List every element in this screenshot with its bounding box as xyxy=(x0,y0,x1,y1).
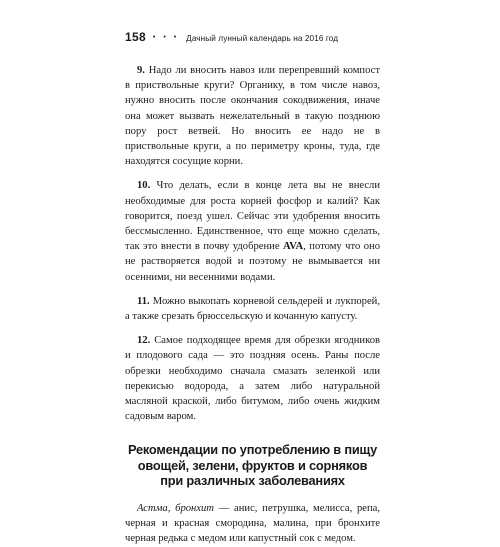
item-text: Можно выкопать корневой сельдерей и лукпорей, а также срезать брюссельскую и кочанную капусту. xyxy=(125,295,380,323)
item-9 xyxy=(125,63,380,169)
item-emphasis: AVA xyxy=(282,241,304,253)
section-heading xyxy=(125,442,380,489)
item-text: Надо ли вносить навоз или перепревший компост в приствольные круги? Органику, в том числе навоз, нужно вносить после окончания сокодвижения, иначе она может вызвать нежелательный в такую позднюю пору рост ветвей. Но вносить ее надо не в приствольные круги, а по периметру кроны, туда, где находятся сосущие корни. xyxy=(125,65,380,168)
section-heading-line: овощей, зелени, фруктов и сорняков xyxy=(137,457,368,473)
running-head xyxy=(125,30,380,46)
section-heading-line: при различных заболеваниях xyxy=(160,473,345,489)
header-bullets: • • • xyxy=(152,34,180,41)
item-text: Что делать, если в конце лета вы не внесли необходимые для роста корней фосфор и калий? Как говорится, поезд ушел. Сейчас эти удобрения вносить бессмысленно. Единственное, что еще можно сделать, так это внести в почву удобрение xyxy=(125,180,380,253)
item-10 xyxy=(125,178,380,284)
item-number: 9. xyxy=(137,65,145,76)
book-title: Дачный лунный календарь на 2016 год xyxy=(186,34,339,43)
item-11 xyxy=(125,294,380,324)
item-number: 11. xyxy=(137,295,150,307)
disease-entry xyxy=(125,501,380,547)
section-heading-line: Рекомендации по употреблению в пищу xyxy=(127,442,378,458)
item-text-continued: , потому что оно не растворяется водой и поэтому не вымывается ни осенними, ни весенними водами. xyxy=(125,241,380,283)
item-number: 10. xyxy=(137,180,151,192)
book-page xyxy=(125,30,380,547)
item-number: 12. xyxy=(137,335,151,347)
disease-remedies: — анис, петрушка, мелисса, репа, черная и красная смородина, малина, при бронхите черная редька с медом или капустный сок с медом. xyxy=(125,502,380,545)
disease-term: Астма, бронхит xyxy=(137,502,214,514)
item-12 xyxy=(125,333,380,424)
item-text: Самое подходящее время для обрезки ягодников и плодового сада — это поздняя осень. Раны после обрезки необходимо сначала смазать зеленкой или перекисью водорода, а затем либо натуральной масляной краской, либо битумом, либо очень жидким садовым варом. xyxy=(125,335,380,423)
page-number: 158 xyxy=(125,30,146,44)
